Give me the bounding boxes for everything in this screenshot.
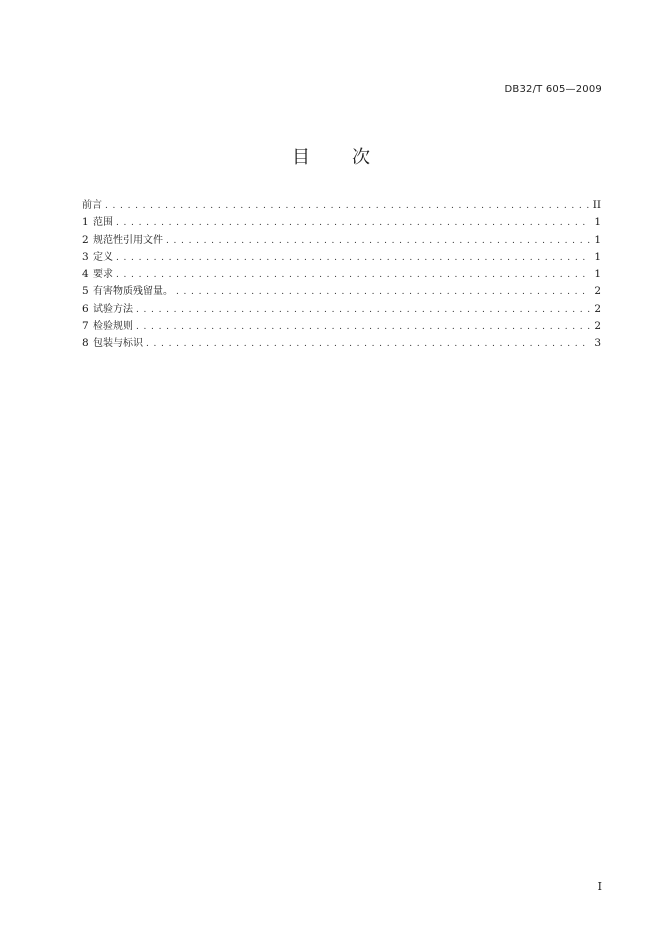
toc-entry-page: 2 [594,302,601,315]
toc-entry-definitions[interactable] [82,249,601,266]
toc-entry-number: 7 [82,320,89,333]
toc-leader-dots [116,215,590,232]
toc-entry-page: 2 [594,285,601,298]
toc-entry-label: 前言 [82,200,102,211]
toc-entry-label: 有害物质残留量。 [93,286,173,298]
toc-entry-page: 1 [594,216,601,229]
toc-leader-dots [166,233,590,250]
toc-title [0,143,662,169]
toc-entry-page: 1 [594,233,601,246]
toc-entry-label: 包装与标识 [93,338,143,350]
toc-entry-page: 2 [594,320,601,333]
toc-leader-dots [136,302,590,319]
toc-entry-label: 定义 [93,251,113,263]
toc-entry-requirements[interactable] [82,266,601,283]
toc-entry-number: 8 [82,337,89,350]
toc-entry-label: 范围 [93,217,113,229]
toc-entry-label: 要求 [93,269,113,281]
toc-entry-inspection-rules[interactable] [82,318,601,335]
toc-leader-dots [105,198,590,215]
toc-entry-number: 3 [82,250,89,263]
toc-entry-page: 3 [594,337,601,350]
toc-title-char-2: 次 [352,147,370,168]
toc-entry-foreword[interactable] [82,197,601,214]
toc-entry-page: 1 [594,250,601,263]
toc-entry-number: 2 [82,233,89,246]
toc-leader-dots [116,250,590,267]
toc-entry-number: 4 [82,268,89,281]
toc-entry-page: 1 [594,268,601,281]
toc-entry-label: 试验方法 [93,303,133,315]
page-number: I [597,880,602,893]
toc-entry-label: 规范性引用文件 [93,234,163,246]
toc-entry-test-methods[interactable] [82,301,601,318]
toc-leader-dots [176,284,590,301]
toc-leader-dots [136,319,590,336]
toc-list [82,197,601,353]
toc-entry-number: 1 [82,216,89,229]
toc-entry-packaging-labeling[interactable] [82,335,601,352]
toc-entry-scope[interactable] [82,214,601,231]
toc-leader-dots [116,267,590,284]
toc-entry-page: II [592,199,601,211]
document-code: DB32/T 605—2009 [504,84,602,95]
toc-entry-label: 检验规则 [93,321,133,333]
toc-title-char-1: 目 [292,147,310,168]
toc-entry-number: 6 [82,302,89,315]
toc-entry-normative-references[interactable] [82,232,601,249]
toc-leader-dots [146,336,590,353]
toc-entry-number: 5 [82,285,89,298]
toc-entry-residues[interactable] [82,283,601,300]
